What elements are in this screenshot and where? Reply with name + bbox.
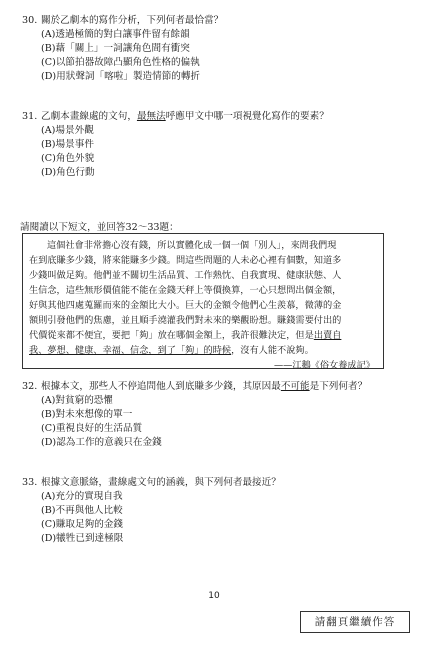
passage-line: 在到底賺多少錢，將來能賺多少錢。問這些問題的人未必心裡有個數，知道多: [29, 255, 342, 266]
option-a: (A)對貧窮的恐懼: [41, 395, 113, 406]
passage-text: ，沒有人能不說夠。: [231, 345, 314, 356]
passage-line: [29, 328, 377, 343]
passage-source: ——江鵝《俗女養成記》: [273, 360, 375, 371]
question-32: [22, 380, 367, 450]
option-c: (C)賺取足夠的金錢: [41, 519, 123, 530]
question-number: 33.: [22, 477, 38, 488]
question-number: 32.: [22, 381, 38, 392]
option-b: (B)對未來想像的單一: [41, 409, 133, 420]
option-b: (B)藉「關上」一詞讓角色間有衝突: [41, 43, 190, 54]
option-a: (A)透過極簡的對白讓事件留有餘韻: [41, 29, 190, 40]
question-33: [22, 476, 281, 546]
option-a: (A)場景外觀: [41, 125, 94, 136]
passage-line: 少錢叫做足夠。他們並不關切生活品質、工作熱忱、自我實現、健康狀態、人: [29, 270, 342, 281]
underlined-text: 出賣自: [313, 330, 342, 341]
question-31: [22, 110, 329, 180]
option-c: (C)以節拍器故障凸顯角色性格的偏執: [41, 57, 200, 68]
option-d: (D)犧牲已到達極限: [41, 533, 124, 544]
option-d: (D)用狀聲詞「喀啦」製造情節的轉折: [41, 71, 201, 82]
passage-text: 代價從來都不便宜，要把「夠」放在哪個金額上，我許很難決定，但是: [29, 330, 314, 341]
emphasis-text: 最無法: [136, 111, 166, 122]
question-number: 30.: [22, 15, 38, 26]
underlined-text: 我、夢想、健康、幸福、信念，到了「夠」的時候: [29, 345, 232, 356]
emphasis-text: 不可能: [280, 381, 310, 392]
passage-line: 額則引發他們的焦慮，並且順手澆灌我們對未來的樂觀盼想。賺錢需要付出的: [29, 315, 342, 326]
passage-line: 好與其他四處蒐羅而來的金額比大小。巨大的金額令他們心生羨慕，微薄的金: [29, 300, 342, 311]
question-stem-tail: 是下列何者？: [309, 381, 368, 392]
question-stem: 根據文意脈絡，畫線處文句的涵義，與下列何者最接近？: [41, 477, 281, 488]
page-number: 10: [208, 591, 220, 601]
option-d: (D)角色行動: [41, 167, 95, 178]
reading-passage: [22, 233, 384, 369]
option-a: (A)充分的實現自我: [41, 491, 123, 502]
option-b: (B)場景事件: [41, 139, 94, 150]
option-b: (B)不再與他人比較: [41, 505, 123, 516]
question-30: [22, 14, 223, 84]
option-d: (D)認為工作的意義只在金錢: [41, 437, 162, 448]
passage-line: 這個社會非常擔心沒有錢，所以實體化成一個一個「別人」，來問我們現: [47, 240, 337, 251]
option-c: (C)角色外貌: [41, 153, 95, 164]
question-number: 31.: [22, 111, 38, 122]
question-stem: 根據本文，那些人不停追問他人到底賺多少錢，其原因最: [41, 381, 281, 392]
question-stem-tail: 呼應甲文中哪一項視覺化寫作的要素？: [165, 111, 329, 122]
turn-page-notice: 請翻頁繼續作答: [300, 611, 410, 633]
passage-line: [29, 343, 377, 358]
option-c: (C)重視良好的生活品質: [41, 423, 143, 434]
question-stem: 關於乙劇本的寫作分析，下列何者最恰當？: [41, 15, 224, 26]
reading-instructions: 請閱讀以下短文，並回答32～33題：: [20, 222, 179, 233]
passage-line: 生信念，這些無形價值能不能在金錢天秤上等價換算，一心只想問出個金額，: [29, 285, 342, 296]
question-stem: 乙劇本畫線處的文句，: [41, 111, 137, 122]
